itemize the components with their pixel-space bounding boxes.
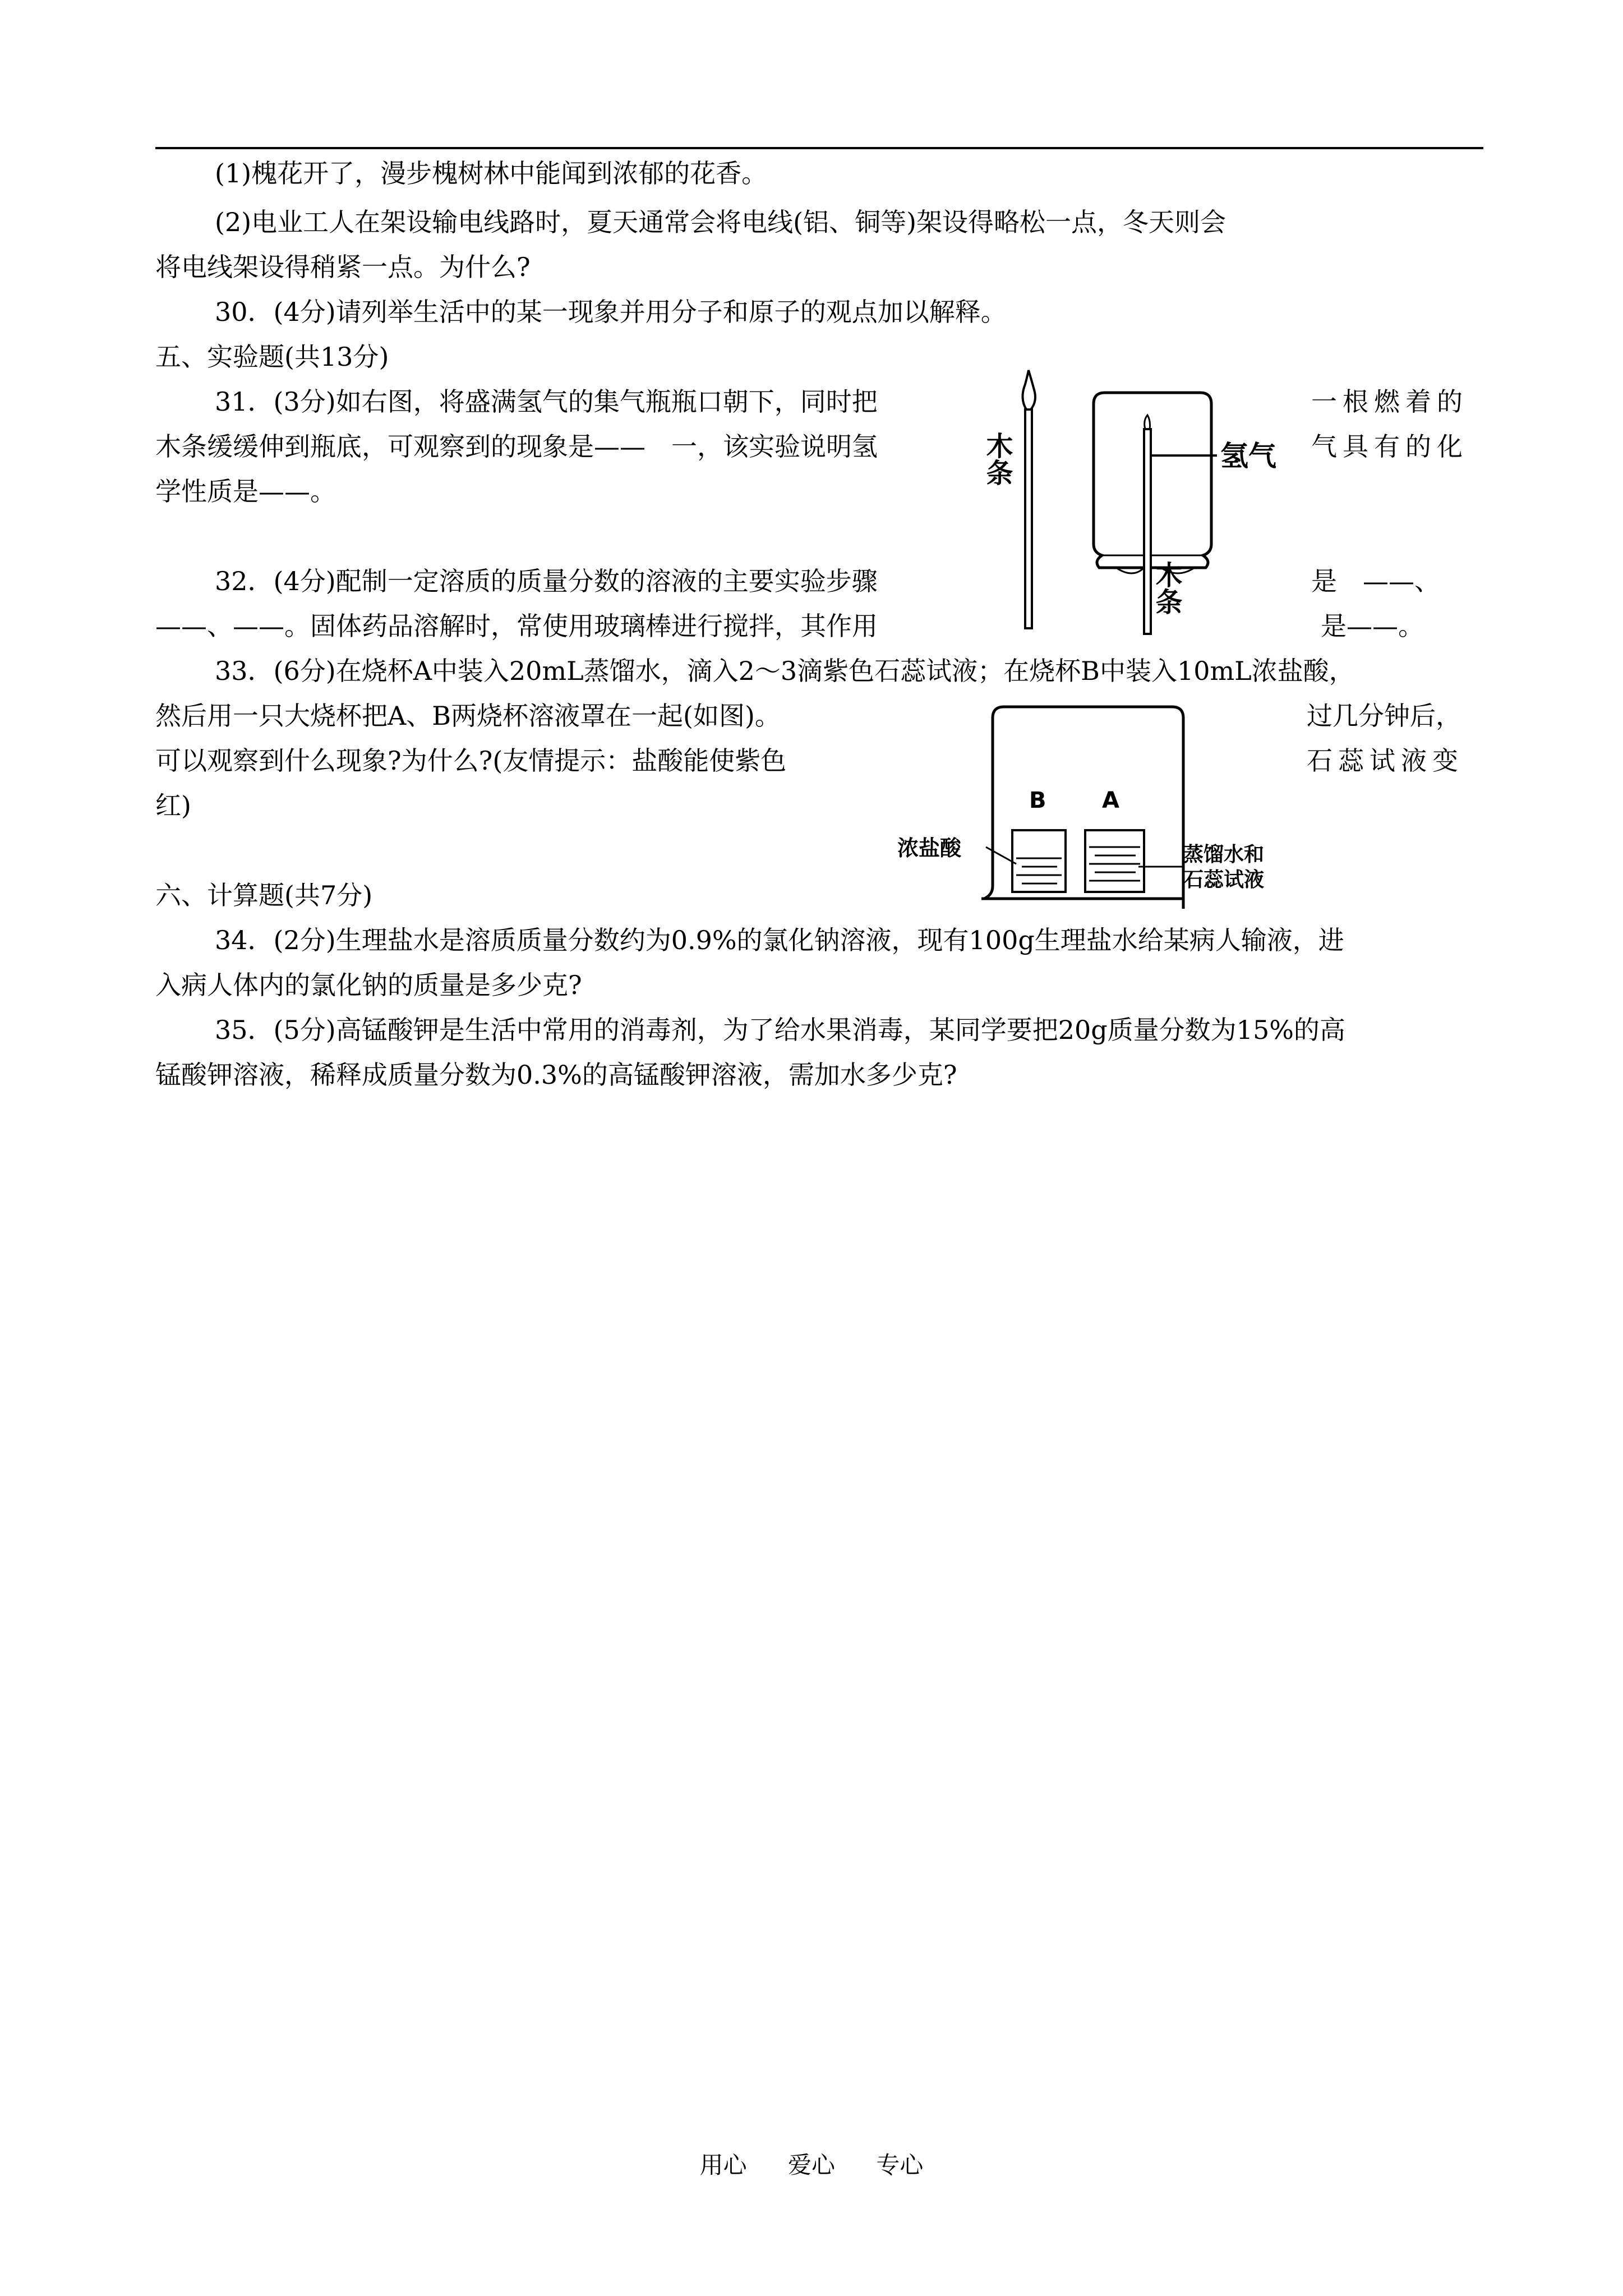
water-label-2: 石蕊试液 xyxy=(1183,868,1265,891)
burning-stick-left xyxy=(1022,370,1035,628)
stick-inside-jar xyxy=(1144,415,1151,634)
question-32-line1: 32．(4分)配制一定溶质的质量分数的溶液的主要实验步骤 xyxy=(215,566,878,596)
question-31-line1: 31．(3分)如右图，将盛满氢气的集气瓶瓶口朝下，同时把 xyxy=(215,386,878,417)
question-35-line1: 35．(5分)高锰酸钾是生活中常用的消毒剂，为了给水果消毒，某同学要把20g质量分数为15%的高 xyxy=(215,1015,1345,1045)
gas-jar xyxy=(1094,393,1211,573)
footer-text-3: 专心 xyxy=(876,2151,924,2179)
stick-label-bottom: 木条 xyxy=(1151,561,1182,615)
question-35-line2: 锰酸钾溶液，稀释成质量分数为0.3%的高锰酸钾溶液，需加水多少克? xyxy=(155,1060,957,1090)
question-32-line1-right: 是 ——、 xyxy=(1311,566,1440,596)
question-33-line4: 红) xyxy=(155,790,191,821)
gas-label: 氢气 xyxy=(1220,440,1276,472)
stick-label-top: 木条 xyxy=(981,432,1013,486)
acid-label: 浓盐酸 xyxy=(897,836,962,861)
water-label-1: 蒸馏水和 xyxy=(1183,843,1265,866)
question-31-line3: 学性质是——。 xyxy=(155,476,336,507)
question-33-line1: 33．(6分)在烧杯A中装入20mL蒸馏水，滴入2～3滴紫色石蕊试液；在烧杯B中装入10mL浓盐酸， xyxy=(215,656,1355,686)
header-rule xyxy=(155,147,1483,149)
question-34-line1: 34．(2分)生理盐水是溶质质量分数约为0.9%的氯化钠溶液，现有100g生理盐水给某病人输液，进 xyxy=(215,925,1344,955)
question-34-line2: 入病人体内的氯化钠的质量是多少克? xyxy=(155,970,582,1000)
beaker-a xyxy=(1085,830,1144,892)
beaker-b xyxy=(1012,830,1066,892)
item-1-text: (1)槐花开了，漫步槐树林中能闻到浓郁的花香。 xyxy=(215,158,768,188)
question-33-line3: 可以观察到什么现象?为什么?(友情提示：盐酸能使紫色 xyxy=(155,746,787,776)
question-31-line1-right: 一根燃着的 xyxy=(1311,386,1468,417)
footer-text-2: 爱心 xyxy=(787,2151,835,2179)
question-30: 30．(4分)请列举生活中的某一现象并用分子和原子的观点加以解释。 xyxy=(215,297,1007,327)
question-32-line2-right: 是——。 xyxy=(1321,611,1424,641)
question-31-line2: 木条缓缓伸到瓶底，可观察到的现象是—— 一，该实验说明氢 xyxy=(155,431,878,462)
beakers-figure xyxy=(892,696,1295,909)
question-33-line2-right: 过几分钟后， xyxy=(1307,701,1461,731)
item-2-text: (2)电业工人在架设输电线路时，夏天通常会将电线(铝、铜等)架设得略松一点，冬天则会 xyxy=(215,207,1227,237)
section-5-heading: 五、实验题(共13分) xyxy=(155,342,389,372)
hydrogen-jar-figure xyxy=(965,359,1301,639)
beaker-a-label: A xyxy=(1102,788,1119,813)
question-33-line3-right: 石蕊试液变 xyxy=(1307,746,1464,776)
footer-text-1: 用心 xyxy=(699,2151,747,2179)
item-2-text-cont: 将电线架设得稍紧一点。为什么? xyxy=(155,252,531,282)
question-33-line2: 然后用一只大烧杯把A、B两烧杯溶液罩在一起(如图)。 xyxy=(155,701,781,731)
section-6-heading: 六、计算题(共7分) xyxy=(155,880,373,910)
question-32-line2: ——、——。固体药品溶解时，常使用玻璃棒进行搅拌，其作用 xyxy=(155,611,878,641)
page-footer xyxy=(0,2147,1623,2180)
question-31-line2-right: 气具有的化 xyxy=(1311,431,1468,462)
beaker-b-label: B xyxy=(1029,788,1046,813)
